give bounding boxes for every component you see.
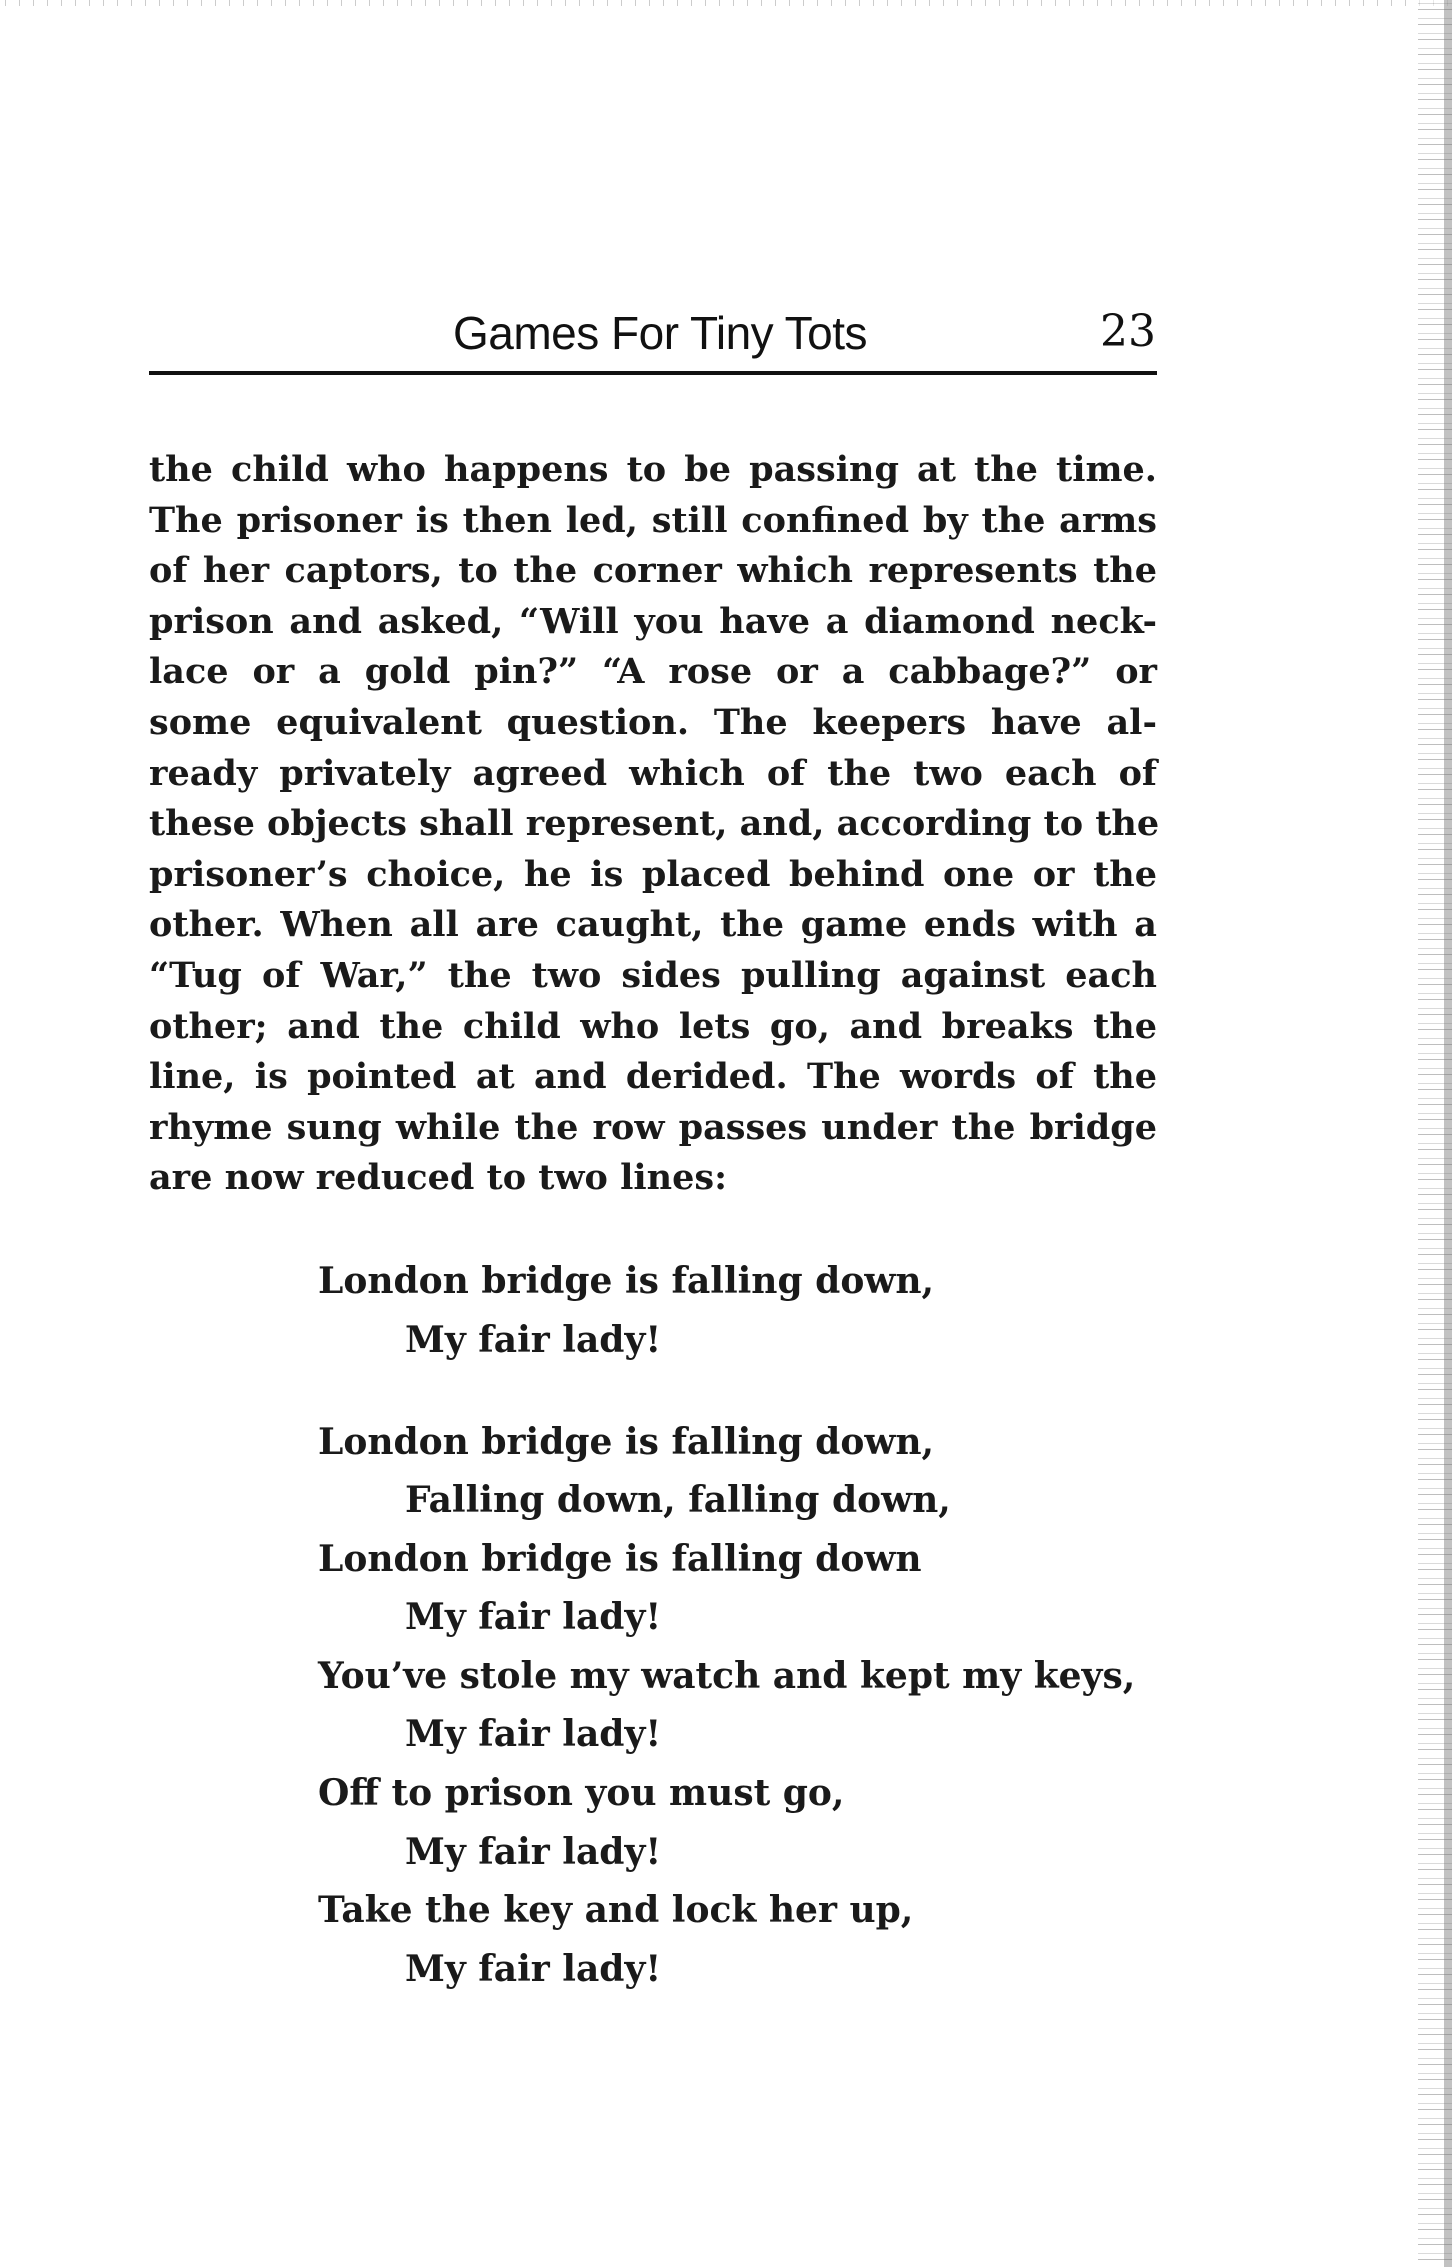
body-line: some equivalent question. The keepers have al- bbox=[149, 701, 1157, 743]
poem-line: London bridge is falling down, bbox=[318, 1260, 935, 1302]
scan-edge-top bbox=[0, 0, 1452, 6]
body-line: The prisoner is then led, still confined by the arms bbox=[149, 499, 1157, 541]
poem-line: Off to prison you must go, bbox=[318, 1772, 845, 1814]
poem-line: My fair lady! bbox=[405, 1831, 662, 1873]
poem-line: Falling down, falling down, bbox=[405, 1479, 951, 1521]
body-paragraph bbox=[149, 445, 1160, 1204]
body-line: of her captors, to the corner which represents the bbox=[149, 550, 1157, 592]
poem-line: Take the key and lock her up, bbox=[318, 1889, 914, 1931]
poem-line: You’ve stole my watch and kept my keys, bbox=[318, 1655, 1136, 1697]
body-line: line, is pointed at and derided. The words of the bbox=[149, 1056, 1157, 1098]
body-line: other. When all are caught, the game ends with a bbox=[149, 904, 1157, 946]
body-line: ready privately agreed which of the two each of bbox=[149, 752, 1157, 794]
scan-edge-right-dark bbox=[1444, 0, 1452, 2267]
poem-line: London bridge is falling down, bbox=[318, 1421, 935, 1463]
body-line: rhyme sung while the row passes under the bridge bbox=[149, 1106, 1157, 1148]
poem-line: My fair lady! bbox=[405, 1713, 662, 1755]
body-line: the child who happens to be passing at the time. bbox=[149, 449, 1157, 490]
poem-line: My fair lady! bbox=[405, 1948, 662, 1990]
body-line: lace or a gold pin?” “A rose or a cabbage?” or bbox=[149, 651, 1157, 693]
poem-line: My fair lady! bbox=[405, 1596, 662, 1638]
header-rule bbox=[149, 371, 1157, 375]
body-line: prisoner’s choice, he is placed behind one or the bbox=[149, 853, 1157, 895]
body-line: these objects shall represent, and, according to the bbox=[149, 803, 1160, 845]
body-line: other; and the child who lets go, and breaks the bbox=[149, 1005, 1157, 1047]
poem-line: My fair lady! bbox=[405, 1319, 662, 1361]
running-header-title: Games For Tiny Tots bbox=[452, 307, 867, 359]
poem-line: London bridge is falling down bbox=[318, 1538, 922, 1580]
body-line: prison and asked, “Will you have a diamond neck- bbox=[149, 600, 1157, 642]
body-line: “Tug of War,” the two sides pulling against each bbox=[149, 954, 1157, 996]
page-number: 23 bbox=[1100, 306, 1156, 357]
body-line: are now reduced to two lines: bbox=[149, 1157, 727, 1199]
